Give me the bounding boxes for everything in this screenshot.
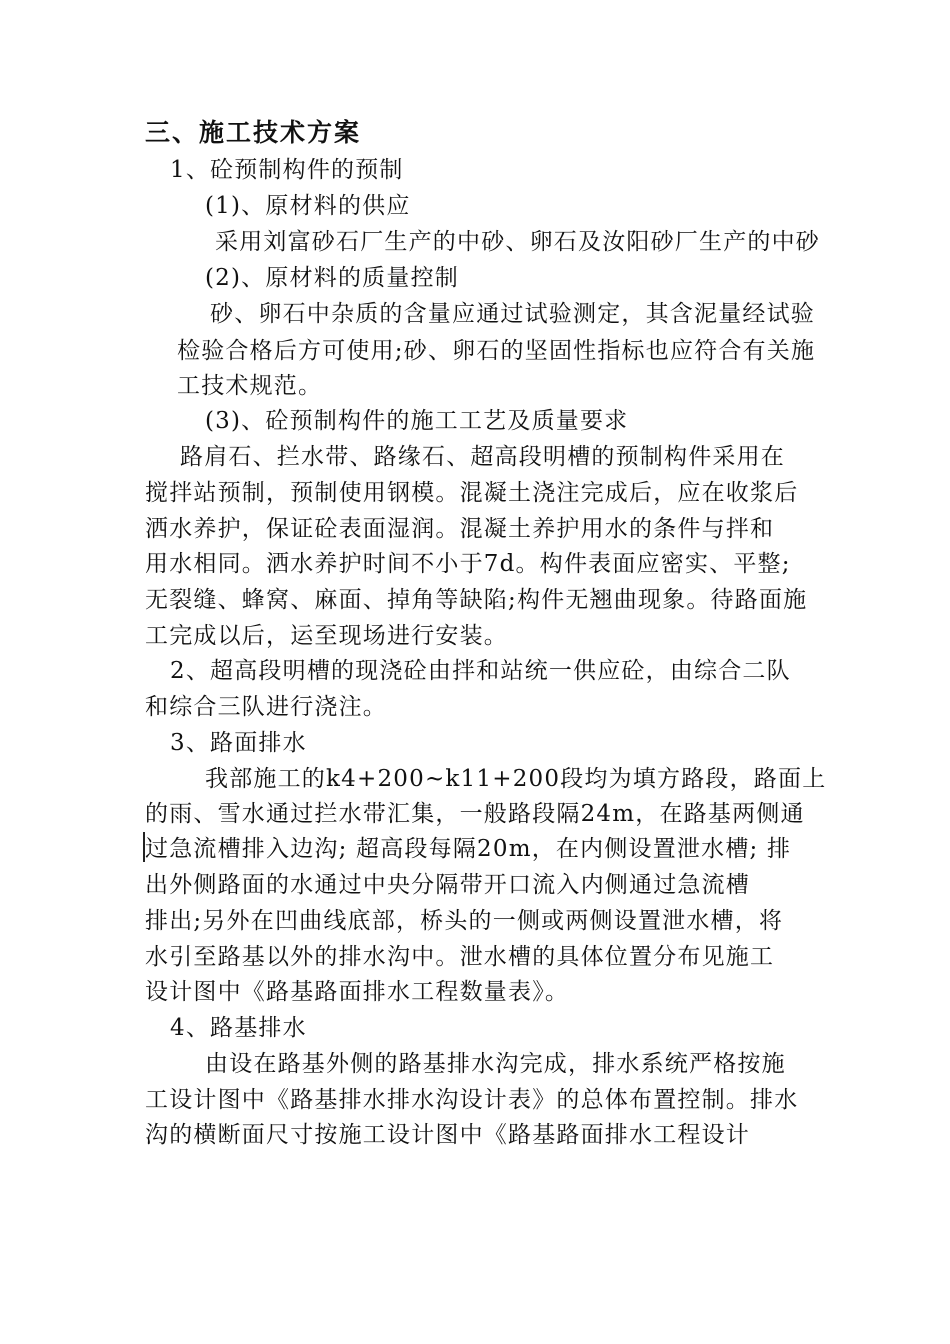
paragraph-line: 工设计图中《路基排水排水沟设计表》的总体布置控制。排水 [145, 1087, 799, 1113]
item-heading-1-1: (1)、原材料的供应 [205, 193, 411, 219]
paragraph-line: 检验合格后方可使用;砂、卵石的坚固性指标也应符合有关施 [177, 338, 816, 364]
paragraph-line: 出外侧路面的水通过中央分隔带开口流入内侧通过急流槽 [145, 872, 750, 898]
paragraph-line: 工技术规范。 [177, 373, 323, 399]
subsection-heading-2: 2、超高段明槽的现浇砼由拌和站统一供应砼，由综合二队 [170, 658, 791, 684]
paragraph-line: 砂、卵石中杂质的含量应通过试验测定，其含泥量经试验 [210, 301, 815, 327]
paragraph-line: 设计图中《路基路面排水工程数量表》。 [145, 979, 570, 1005]
paragraph-line: 水引至路基以外的排水沟中。泄水槽的具体位置分布见施工 [145, 944, 775, 970]
paragraph-line: 搅拌站预制，预制使用钢模。混凝土浇注完成后，应在收浆后 [145, 480, 799, 506]
paragraph-line: 沟的横断面尺寸按施工设计图中《路基路面排水工程设计 [145, 1122, 750, 1148]
paragraph-line: 采用刘富砂石厂生产的中砂、卵石及汝阳砂厂生产的中砂 [215, 229, 820, 255]
paragraph-line: 路肩石、拦水带、路缘石、超高段明槽的预制构件采用在 [180, 444, 785, 470]
paragraph-line: 我部施工的k4+200~k11+200段均为填方路段，路面上 [205, 766, 827, 792]
paragraph-line: 用水相同。洒水养护时间不小于7d。构件表面应密实、平整; [145, 551, 791, 577]
section-title: 三、施工技术方案 [145, 118, 362, 147]
paragraph-line: 的雨、雪水通过拦水带汇集，一般路段隔24m，在路基两侧通 [145, 801, 805, 827]
paragraph-line: 和综合三队进行浇注。 [145, 694, 387, 720]
paragraph-line: 排出;另外在凹曲线底部，桥头的一侧或两侧设置泄水槽，将 [145, 908, 784, 934]
paragraph-line: 过急流槽排入边沟; 超高段每隔20m，在内侧设置泄水槽; 排 [145, 836, 792, 862]
item-heading-1-3: (3)、砼预制构件的施工工艺及质量要求 [205, 408, 629, 434]
subsection-heading-1: 1、砼预制构件的预制 [170, 157, 404, 183]
paragraph-line: 无裂缝、蜂窝、麻面、掉角等缺陷;构件无翘曲现象。待路面施 [145, 587, 808, 613]
paragraph-line: 洒水养护，保证砼表面湿润。混凝土养护用水的条件与拌和 [145, 516, 775, 542]
paragraph-line: 由设在路基外侧的路基排水沟完成，排水系统严格按施 [205, 1051, 786, 1077]
paragraph-line: 工完成以后，运至现场进行安装。 [145, 623, 508, 649]
item-heading-1-2: (2)、原材料的质量控制 [205, 265, 459, 291]
subsection-heading-3: 3、路面排水 [170, 730, 307, 756]
subsection-heading-4: 4、路基排水 [170, 1015, 307, 1041]
